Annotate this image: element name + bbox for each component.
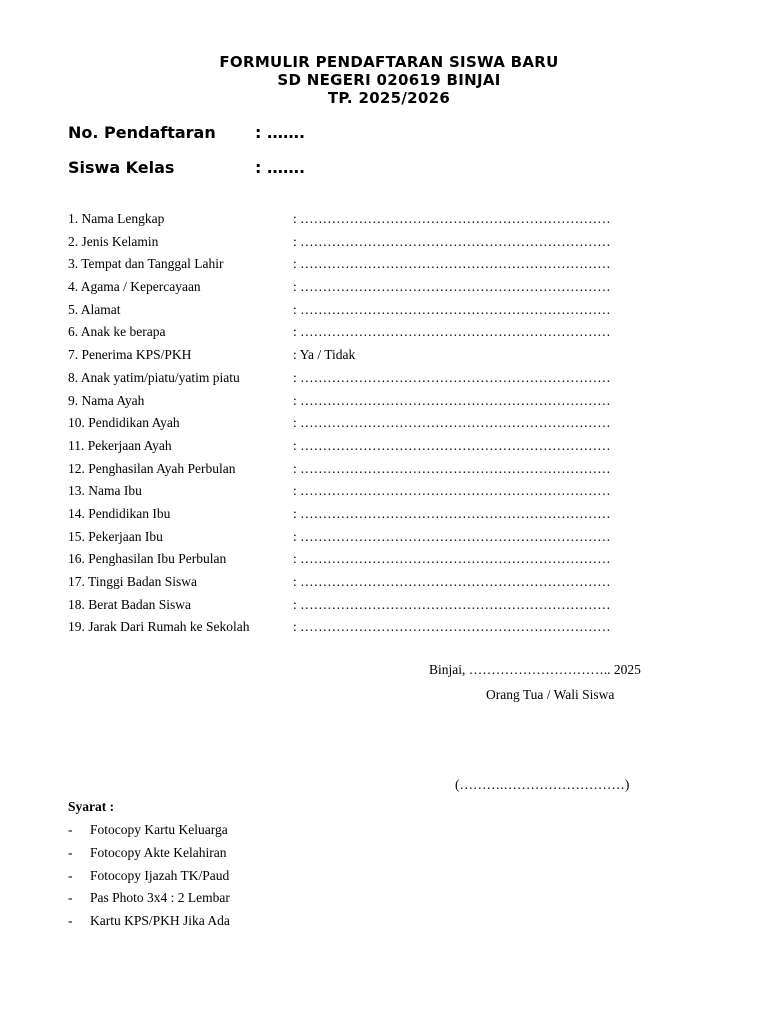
field-label: 16. Penghasilan Ibu Perbulan: [68, 551, 227, 567]
field-value: : ……………………………………………………………: [293, 574, 611, 589]
field-value: : ……………………………………………………………: [293, 528, 611, 544]
field-label: 5. Alamat: [68, 301, 121, 317]
field-label: 17. Tinggi Badan Siswa: [68, 574, 198, 589]
field-row: [68, 255, 611, 278]
student-class-row: [68, 158, 305, 178]
field-row: [68, 482, 611, 505]
field-value: : ……………………………………………………………: [293, 301, 611, 317]
field-value: : ……………………………………………………………: [293, 460, 611, 476]
field-row: [68, 346, 611, 369]
field-value: : ……………………………………………………………: [293, 392, 611, 408]
field-label: 7. Penerima KPS/PKH: [68, 347, 192, 363]
student-class-value: : …….: [255, 158, 306, 177]
field-row: [68, 414, 611, 437]
requirement-item: [68, 867, 230, 890]
registration-number-label: No. Pendaftaran: [68, 123, 216, 142]
field-row: [68, 618, 611, 641]
requirement-item: [68, 821, 230, 844]
field-label: 12. Penghasilan Ayah Perbulan: [68, 460, 236, 476]
field-label: 18. Berat Badan Siswa: [68, 596, 191, 612]
requirements-title: Syarat :: [68, 799, 115, 814]
requirement-text: Fotocopy Kartu Keluarga: [90, 822, 228, 837]
requirement-item: [68, 889, 230, 912]
requirement-text: Kartu KPS/PKH Jika Ada: [90, 913, 230, 929]
field-row: [68, 573, 611, 596]
bullet-dash: -: [68, 913, 73, 929]
field-label: 4. Agama / Kepercayaan: [68, 279, 201, 295]
form-title-line-1: FORMULIR PENDAFTARAN SISWA BARU: [219, 53, 559, 71]
form-title: [0, 53, 768, 107]
field-row: [68, 301, 611, 324]
field-row: [68, 596, 611, 619]
field-value: : ……………………………………………………………: [293, 505, 611, 521]
student-class-label: Siswa Kelas: [68, 158, 175, 177]
field-row: [68, 210, 611, 233]
field-value: : ……………………………………………………………: [293, 211, 611, 226]
requirements-list: [68, 821, 230, 935]
field-row: [68, 437, 611, 460]
field-value: : ……………………………………………………………: [293, 619, 611, 635]
field-label: 15. Pekerjaan Ibu: [68, 528, 163, 544]
field-value: : ……………………………………………………………: [293, 279, 611, 295]
requirement-text: Fotocopy Ijazah TK/Paud: [90, 867, 230, 883]
field-value: : ……………………………………………………………: [293, 324, 611, 340]
field-label: 13. Nama Ibu: [68, 483, 142, 499]
field-row: [68, 392, 611, 415]
field-label: 10. Pendidikan Ayah: [68, 415, 180, 431]
field-row: [68, 233, 611, 256]
field-value: : ……………………………………………………………: [293, 483, 611, 499]
field-value: : ……………………………………………………………: [293, 233, 611, 249]
field-row: [68, 323, 611, 346]
place-date-line: Binjai, ………………………….. 2025: [429, 662, 641, 677]
requirement-item: [68, 912, 230, 935]
field-value: : ……………………………………………………………: [293, 551, 611, 567]
field-label: 8. Anak yatim/piatu/yatim piatu: [68, 369, 240, 385]
bullet-dash: -: [68, 890, 73, 906]
field-label: 14. Pendidikan Ibu: [68, 505, 171, 521]
form-title-line-3: TP. 2025/2026: [327, 89, 451, 107]
field-value: : Ya / Tidak: [293, 347, 356, 363]
student-data-fields: [68, 210, 611, 641]
requirement-text: Fotocopy Akte Kelahiran: [90, 844, 227, 860]
field-row: [68, 505, 611, 528]
field-label: 2. Jenis Kelamin: [68, 233, 159, 249]
field-row: [68, 460, 611, 483]
field-value: : ……………………………………………………………: [293, 596, 611, 612]
requirement-text: Pas Photo 3x4 : 2 Lembar: [90, 890, 230, 906]
field-label: 1. Nama Lengkap: [68, 211, 165, 226]
signer-role: Orang Tua / Wali Siswa: [486, 687, 615, 702]
field-label: 6. Anak ke berapa: [68, 324, 166, 340]
form-title-line-2: SD NEGERI 020619 BINJAI: [277, 71, 501, 89]
field-row: [68, 369, 611, 392]
bullet-dash: -: [68, 867, 73, 883]
field-value: : ……………………………………………………………: [293, 415, 611, 431]
field-label: 19. Jarak Dari Rumah ke Sekolah: [68, 619, 250, 635]
registration-number-value: : …….: [255, 123, 306, 142]
field-value: : ……………………………………………………………: [293, 256, 611, 272]
field-row: [68, 550, 611, 573]
bullet-dash: -: [68, 822, 73, 837]
registration-number-row: [68, 123, 305, 143]
requirement-item: [68, 844, 230, 867]
bullet-dash: -: [68, 844, 73, 860]
field-row: [68, 528, 611, 551]
field-label: 9. Nama Ayah: [68, 392, 145, 408]
signature-name-line: (……….………………………): [455, 777, 630, 792]
field-label: 11. Pekerjaan Ayah: [68, 437, 172, 453]
field-row: [68, 278, 611, 301]
field-value: : ……………………………………………………………: [293, 437, 611, 453]
field-value: : ……………………………………………………………: [293, 369, 611, 385]
field-label: 3. Tempat dan Tanggal Lahir: [68, 256, 224, 272]
